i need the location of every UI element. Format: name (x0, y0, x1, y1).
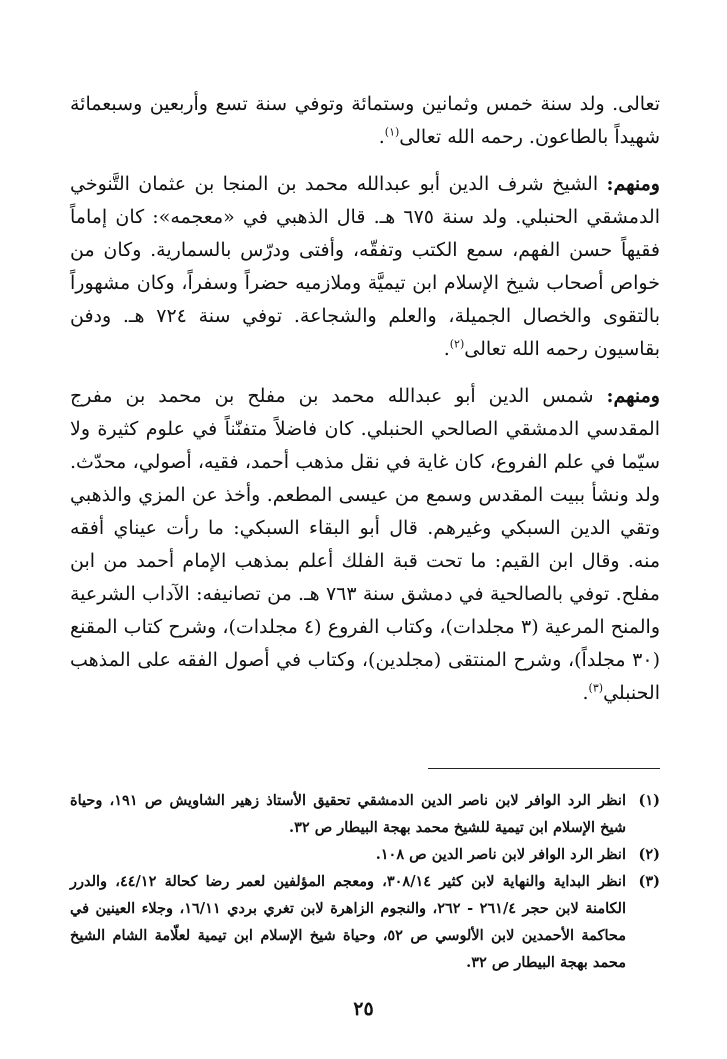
paragraph-end: . (378, 126, 385, 148)
footnote-text: انظر البداية والنهاية لابن كثير ٣٠٨/١٤، ومعجم المؤلفين لعمر رضا كحالة ٤٤/١٢، والدرر الكامنة لابن حجر ٢٦١/٤ - ٢٦٢، والنجوم الزاهرة لابن تغري بردي ١٦/١١، وجلاء العينين في محاكمة الأحمدين لابن الألوسي ص ٥٢، وحياة شيخ الإسلام ابن تيمية لعلّامة الشام الشيخ محمد بهجة البيطار ص ٣٢. (70, 873, 626, 971)
paragraph-end: . (443, 338, 450, 360)
footnote-3 (70, 868, 660, 976)
main-text (70, 88, 660, 724)
paragraph-2 (70, 168, 660, 366)
paragraph-3 (70, 380, 660, 710)
footnote-1 (70, 787, 660, 841)
footnote-number: (٢) (638, 846, 660, 863)
paragraph-text: الشيخ شرف الدين أبو عبدالله محمد بن المنجا بن عثمان التَّنوخي الدمشقي الحنبلي. ولد سنة ٦٧٥ هـ. قال الذهبي في «معجمه»: كان إماماً فقيهاً حسن الفهم، سمع الكتب وتفقّه، وأفتى ودرّس بالسمارية. وكان من خواص أصحاب شيخ الإسلام ابن تيميَّة وملازميه حضراً وسفراً، وكان مشهوراً بالتقوى والخصال الجميلة، والعلم والشجاعة. توفي سنة ٧٢٤ هـ. ودفن بقاسيون رحمه الله تعالى (70, 173, 660, 360)
paragraph-1 (70, 88, 660, 154)
paragraph-text: تعالى. ولد سنة خمس وثمانين وستمائة وتوفي سنة تسع وأربعين وسبعمائة شهيداً بالطاعون. رحمه الله تعالى (70, 93, 660, 148)
page-number: ٢٥ (353, 998, 374, 1020)
paragraph-text: شمس الدين أبو عبدالله محمد بن مفلح بن محمد بن مفرج المقدسي الدمشقي الصالحي الحنبلي. كان فاضلاً متفنّناً في علوم كثيرة ولا سيّما في علم الفروع، كان غاية في نقل مذهب أحمد، فقيه، أصولي، محدّث. ولد ونشأ ببيت المقدس وسمع من عيسى المطعم. وأخذ عن المزي والذهبي وتقي الدين السبكي وغيرهم. قال أبو البقاء السبكي: ما رأت عيناي أفقه منه. وقال ابن القيم: ما تحت قبة الفلك أعلم بمذهب الإمام أحمد من ابن مفلح. توفي بالصالحية في دمشق سنة ٧٦٣ هـ. من تصانيفه: الآداب الشرعية والمنح المرعية (٣ مجلدات)، وكتاب الفروع (٤ مجلدات)، وشرح كتاب المقنع (٣٠ مجلداً)، وشرح المنتقى (مجلدين)، وكتاب في أصول الفقه على المذهب الحنبلي (70, 385, 661, 704)
footnote-text: انظر الرد الوافر لابن ناصر الدين الدمشقي تحقيق الأستاذ زهير الشاويش ص ١٩١، وحياة شيخ الإسلام ابن تيمية للشيخ محمد بهجة البيطار ص ٣٢. (70, 792, 626, 836)
footnote-number: (١) (638, 792, 660, 809)
footnote-number: (٣) (638, 873, 660, 890)
footnotes (70, 787, 660, 976)
footnote-ref[interactable]: (١) (384, 125, 400, 139)
paragraph-lead: ومنهم: (606, 173, 660, 195)
footnote-2 (70, 841, 660, 868)
paragraph-lead: ومنهم: (606, 385, 660, 407)
footnote-ref[interactable]: (٢) (449, 337, 465, 351)
footnote-text: انظر الرد الوافر لابن ناصر الدين ص ١٠٨. (375, 846, 626, 863)
footnote-separator (428, 768, 660, 769)
paragraph-end: . (582, 682, 589, 704)
footnote-ref[interactable]: (٣) (588, 681, 604, 695)
